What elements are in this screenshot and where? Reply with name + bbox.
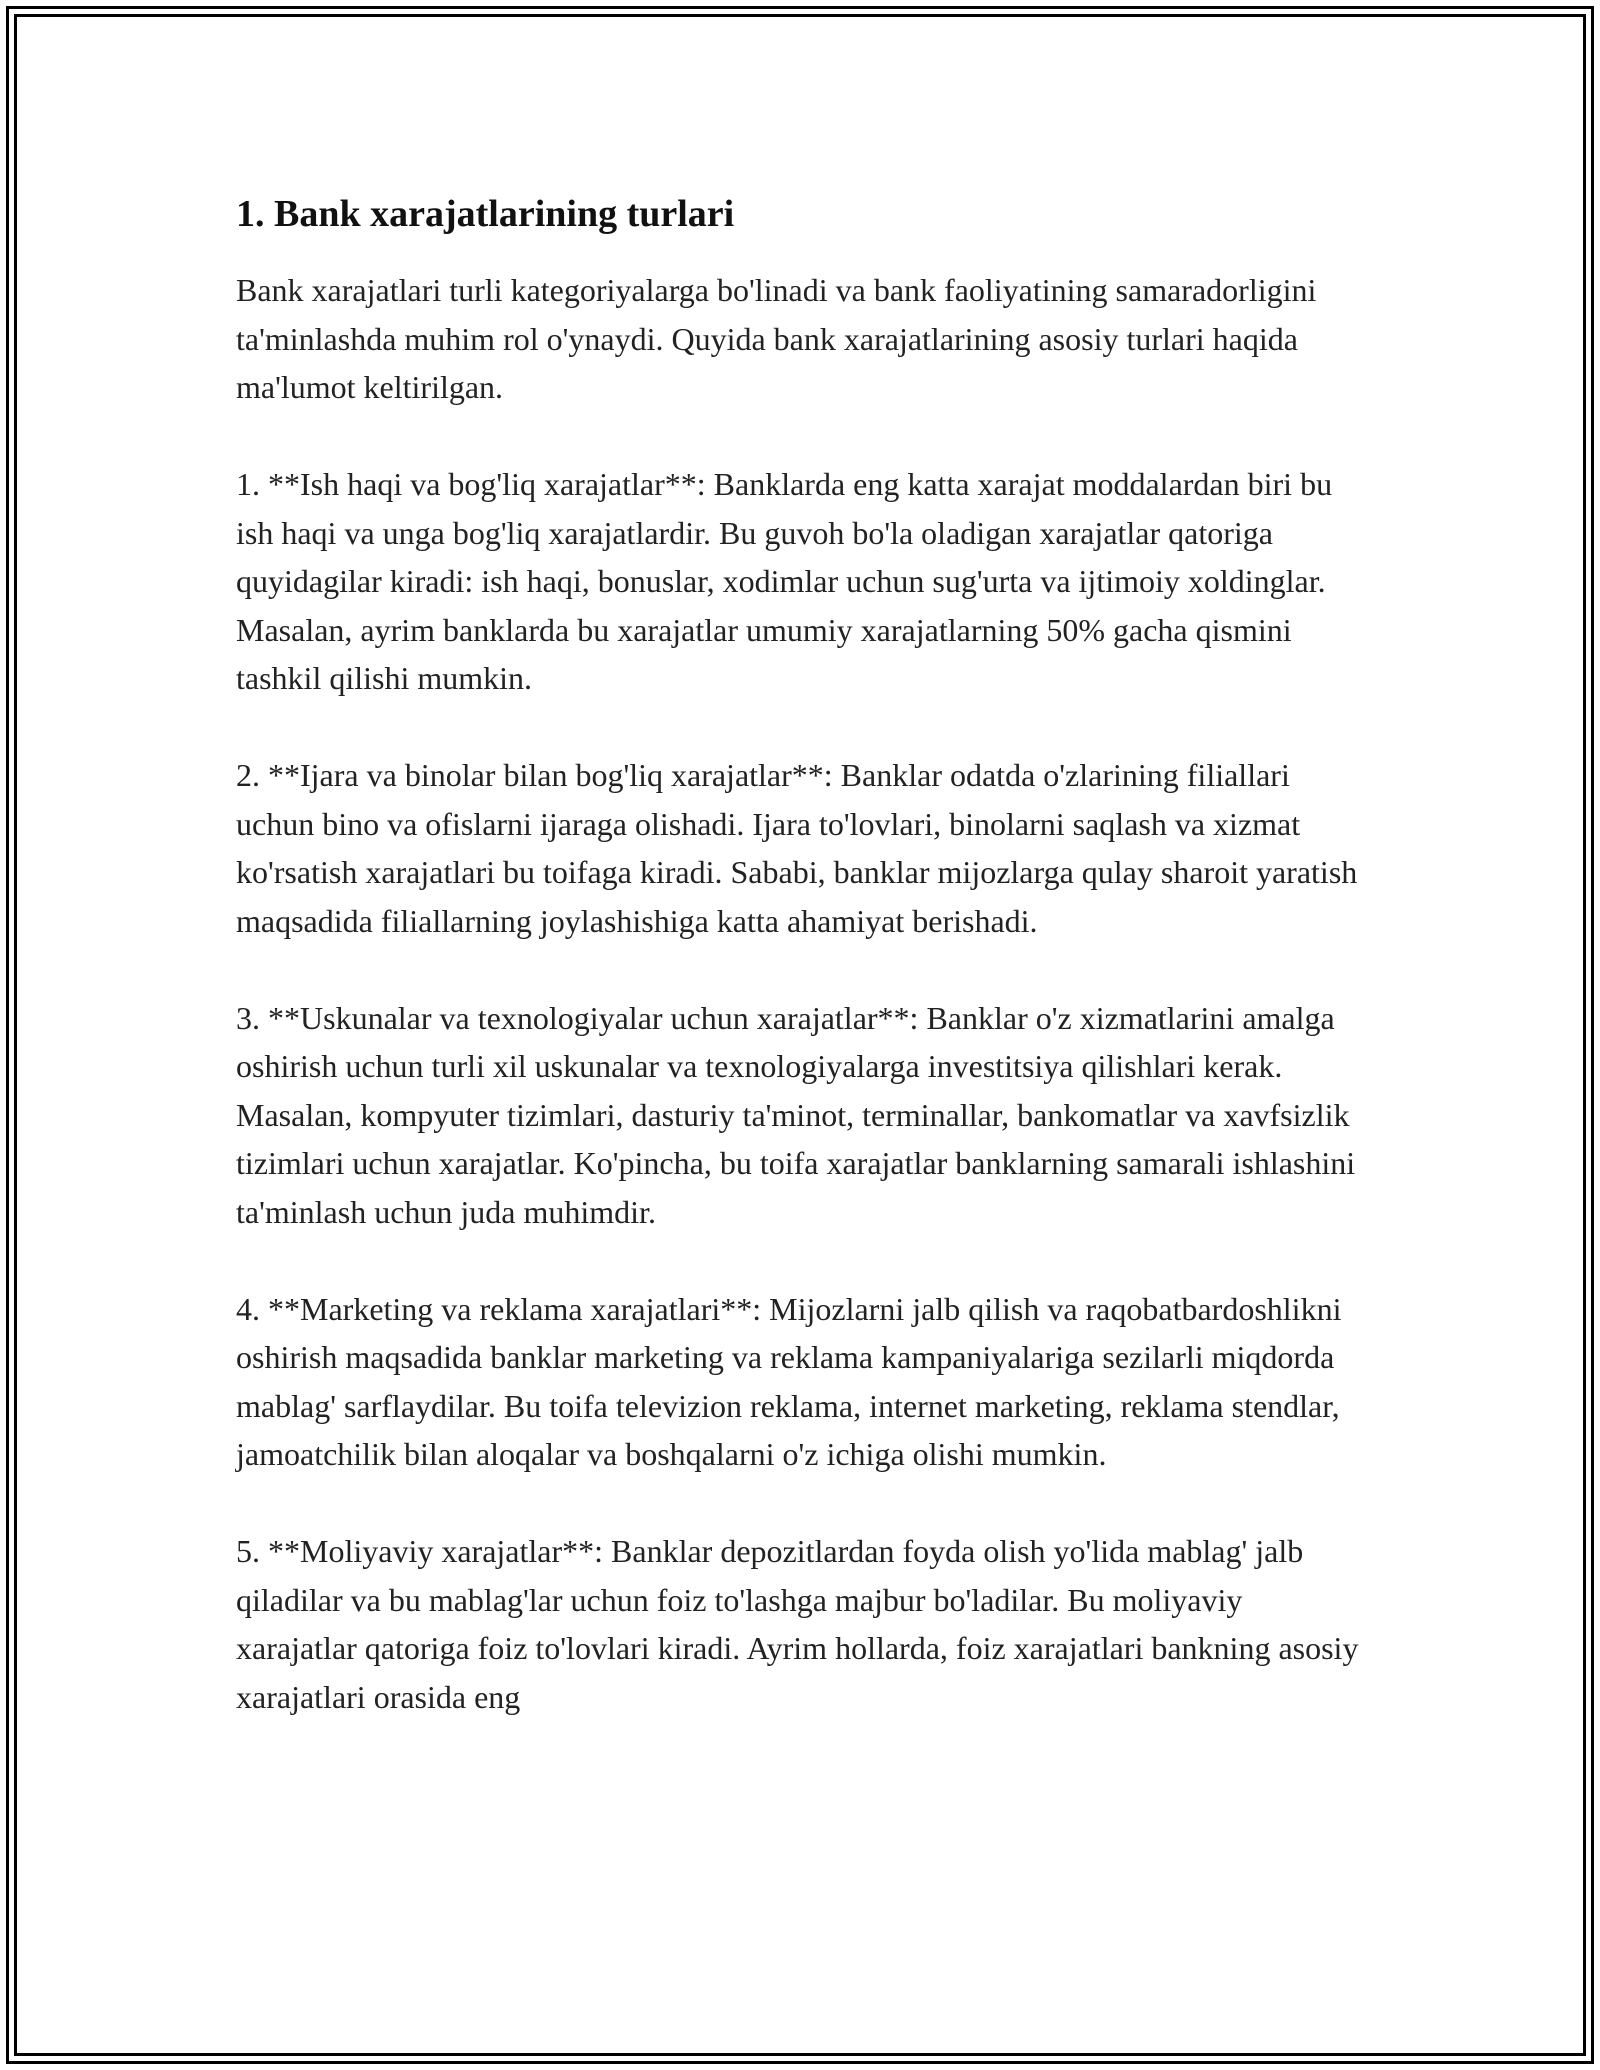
paragraph-financial-expenses: 5. **Moliyaviy xarajatlar**: Banklar depozitlardan foyda olish yo'lida mablag' jalb qiladilar va bu mablag'lar uchun foiz to'lashga majbur bo'ladilar. Bu moliyaviy xarajatlar qatoriga foiz to'lovlari kiradi. Ayrim hollarda, foiz xarajatlari bankning asosiy xarajatlari orasida eng [236,1533,1359,1715]
document-body [236,188,1366,1770]
paragraph-salary-expenses: 1. **Ish haqi va bog'liq xarajatlar**: Banklarda eng katta xarajat moddalardan biri bu ish haqi va unga bog'liq xarajatlardir. Bu guvoh bo'la oladigan xarajatlar qatoriga quyidagilar kiradi: ish haqi, bonuslar, xodimlar uchun sug'urta va ijtimoiy xoldinglar. Masalan, ayrim banklarda bu xarajatlar umumiy xarajatlarning 50% gacha qismini tashkil qilishi mumkin. [236,466,1333,696]
paragraph-marketing-expenses: 4. **Marketing va reklama xarajatlari**: Mijozlarni jalb qilish va raqobatbardoshlikni oshirish maqsadida banklar marketing va reklama kampaniyalariga sezilarli miqdorda mablag' sarflaydilar. Bu toifa televizion reklama, internet marketing, reklama stendlar, jamoatchilik bilan aloqalar va boshqalarni o'z ichiga olishi mumkin. [236,1290,1342,1472]
paragraph-intro: Bank xarajatlari turli kategoriyalarga bo'linadi va bank faoliyatining samaradorligini ta'minlashda muhim rol o'ynaydi. Quyida bank xarajatlarining asosiy turlari haqida ma'lumot keltirilgan. [236,272,1317,405]
paragraph-rent-expenses: 2. **Ijara va binolar bilan bog'liq xarajatlar**: Banklar odatda o'zlarining filiallari uchun bino va ofislarni ijaraga olishadi. Ijara to'lovlari, binolarni saqlash va xizmat ko'rsatish xarajatlari bu toifaga kiradi. Sababi, banklar mijozlarga qulay sharoit yaratish maqsadida filiallarning joylashishiga katta ahamiyat berishadi. [236,757,1358,939]
paragraph-equipment-expenses: 3. **Uskunalar va texnologiyalar uchun xarajatlar**: Banklar o'z xizmatlarini amalga oshirish uchun turli xil uskunalar va texnologiyalarga investitsiya qilishlari kerak. Masalan, kompyuter tizimlari, dasturiy ta'minot, terminallar, bankomatlar va xavfsizlik tizimlari uchun xarajatlar. Ko'pincha, bu toifa xarajatlar banklarning samarali ishlashini ta'minlash uchun juda muhimdir. [236,999,1356,1230]
document-title: 1. Bank xarajatlarining turlari [236,193,735,235]
